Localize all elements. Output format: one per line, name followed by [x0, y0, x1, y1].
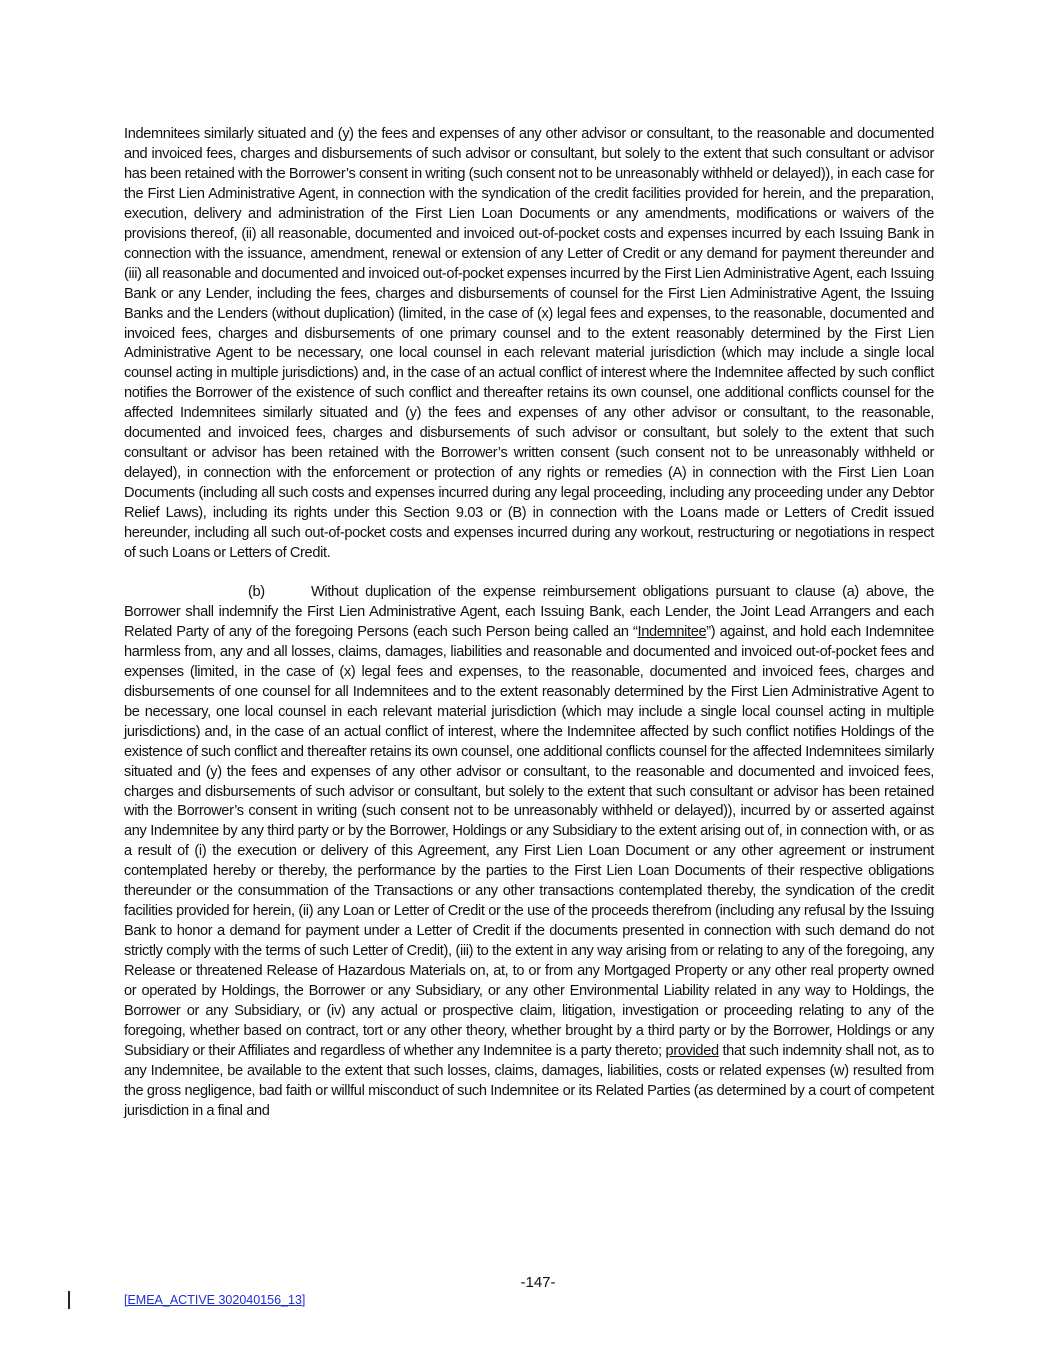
- change-bar: [68, 1291, 70, 1309]
- footer-document-reference[interactable]: [EMEA_ACTIVE 302040156_13]: [124, 1293, 306, 1307]
- paragraph-b-text-2: ”) against, and hold each Indemnitee harmless from, any and all losses, claims, damages, liabilities and reasonable and documented and invoiced out-of-pocket fees and expenses (limited, in the case of (x) legal fees and expenses, to the reasonable, documented and invoiced fees, charges and disbursements of one counsel for all Indemnitees and to the extent reasonably determined by the First Lien Administrative Agent to be necessary, one local counsel in each relevant material jurisdiction (which may include a single local counsel acting in multiple jurisdictions) and, in the case of an actual conflict of interest, where the Indemnitee affected by such conflict notifies Holdings of the existence of such conflict and thereafter retains its own counsel, one additional conflicts counsel for the affected Indemnitees similarly situated and (y) the fees and expenses of any other advisor or consultant, to the reasonable and documented and invoiced fees, charges and disbursements of such advisor or consultant, but solely to the extent that such consultant or advisor has been retained with the Borrower’s consent in writing (such consent not to be unreasonably withheld or delayed)), incurred by or asserted against any Indemnitee by any third party or by the Borrower, Holdings or any Subsidiary to the extent arising out of, in connection with, or as a result of (i) the execution or delivery of this Agreement, any First Lien Loan Document or any other agreement or instrument contemplated hereby or thereby, the performance by the parties to the First Lien Loan Documents of their respective obligations thereunder or the consummation of the Transactions or any other transactions contemplated thereby, the syndication of the credit facilities provided for herein, (ii) any Loan or Letter of Credit or the use of the proceeds therefrom (including any refusal by the Issuing Bank to honor a demand for payment under a Letter of Credit if the documents presented in connection with such demand do not strictly comply with the terms of such Letter of Credit), (iii) to the extent in any way arising from or relating to any of the foregoing, any Release or threatened Release of Hazardous Materials on, at, to or from any Mortgaged Property or any other real property owned or operated by Holdings, the Borrower or any Subsidiary, or any other Environmental Liability related in any way to Holdings, the Borrower or any Subsidiary, or (iv) any actual or prospective claim, litigation, investigation or proceeding relating to any of the foregoing, whether based on contract, tort or any other theory, whether brought by a third party or by the Borrower, Holdings or any Subsidiary or their Affiliates and regardless of whether any Indemnitee is a party thereto;: [124, 623, 934, 1059]
- clause-label: (b): [248, 583, 265, 600]
- paragraph-b-text-1: Without duplication of the expense reimbursement obligations pursuant to clause (a) above, the Borrower shall indemnify the First Lien Administrative Agent, each Issuing Bank, each Lender, the Joint Lead Arrangers and each Related Party of any of the foregoing Persons (each such Person being called an “: [124, 583, 934, 640]
- paragraph-a-continuation: Indemnitees similarly situated and (y) the fees and expenses of any other advisor or consultant, to the reasonable and documented and invoiced fees, charges and disbursements of such advisor or consultant, but solely to the extent that such consultant or advisor has been retained with the Borrower’s consent in writing (such consent not to be unreasonably withheld or delayed)), in each case for the First Lien Administrative Agent, in connection with the syndication of the credit facilities provided for herein, and the preparation, execution, delivery and administration of the First Lien Loan Documents or any amendments, modifications or waivers of the provisions thereof, (ii) all reasonable, documented and invoiced out-of-pocket costs and expenses incurred by each Issuing Bank in connection with the issuance, amendment, renewal or extension of any Letter of Credit or any demand for payment thereunder and (iii) all reasonable and documented and invoiced out-of-pocket expenses incurred by the First Lien Administrative Agent, each Issuing Bank or any Lender, including the fees, charges and disbursements of counsel for the First Lien Administrative Agent, the Issuing Banks and the Lenders (without duplication) (limited, in the case of (x) legal fees and expenses, to the reasonable, documented and invoiced fees, charges and disbursements of one primary counsel and to the extent reasonably determined by the First Lien Administrative Agent to be necessary, one local counsel in each relevant material jurisdiction (which may include a single local counsel acting in multiple jurisdictions) and, in the case of an actual conflict of interest where the Indemnitee affected by such conflict notifies the Borrower of the existence of such conflict and thereafter retains its own counsel, one additional conflicts counsel for the affected Indemnitees similarly situated and (y) the fees and expenses of any other advisor or consultant, to the reasonable, documented and invoiced fees, charges and disbursements of such advisor or consultant, but solely to the extent that such consultant or advisor has been retained with the Borrower’s written consent (such consent not to be unreasonably withheld or delayed), in connection with the enforcement or protection of any rights or remedies (A) in connection with the First Lien Loan Documents (including all such costs and expenses incurred during any legal proceeding, including any proceeding under any Debtor Relief Laws), including its rights under this Section 9.03 or (B) in connection with the Loans made or Letters of Credit issued hereunder, including all such out-of-pocket costs and expenses incurred during any workout, restructuring or negotiations in respect of such Loans or Letters of Credit.: [124, 126, 934, 562]
- page-number: -147-: [520, 1274, 556, 1291]
- defined-term-indemnitee: Indemnitee: [637, 623, 707, 640]
- defined-term-provided: provided: [665, 1042, 719, 1059]
- paragraph-b: [124, 583, 934, 1122]
- page-body: [124, 125, 934, 1122]
- paragraph-b-text-3: that such indemnity shall not, as to any Indemnitee, be available to the extent that such losses, claims, damages, liabilities, costs or related expenses (w) resulted from the gross negligence, bad faith or willful misconduct of such Indemnitee or its Related Parties (as determined by a court of competent jurisdiction in a final and: [124, 1042, 934, 1119]
